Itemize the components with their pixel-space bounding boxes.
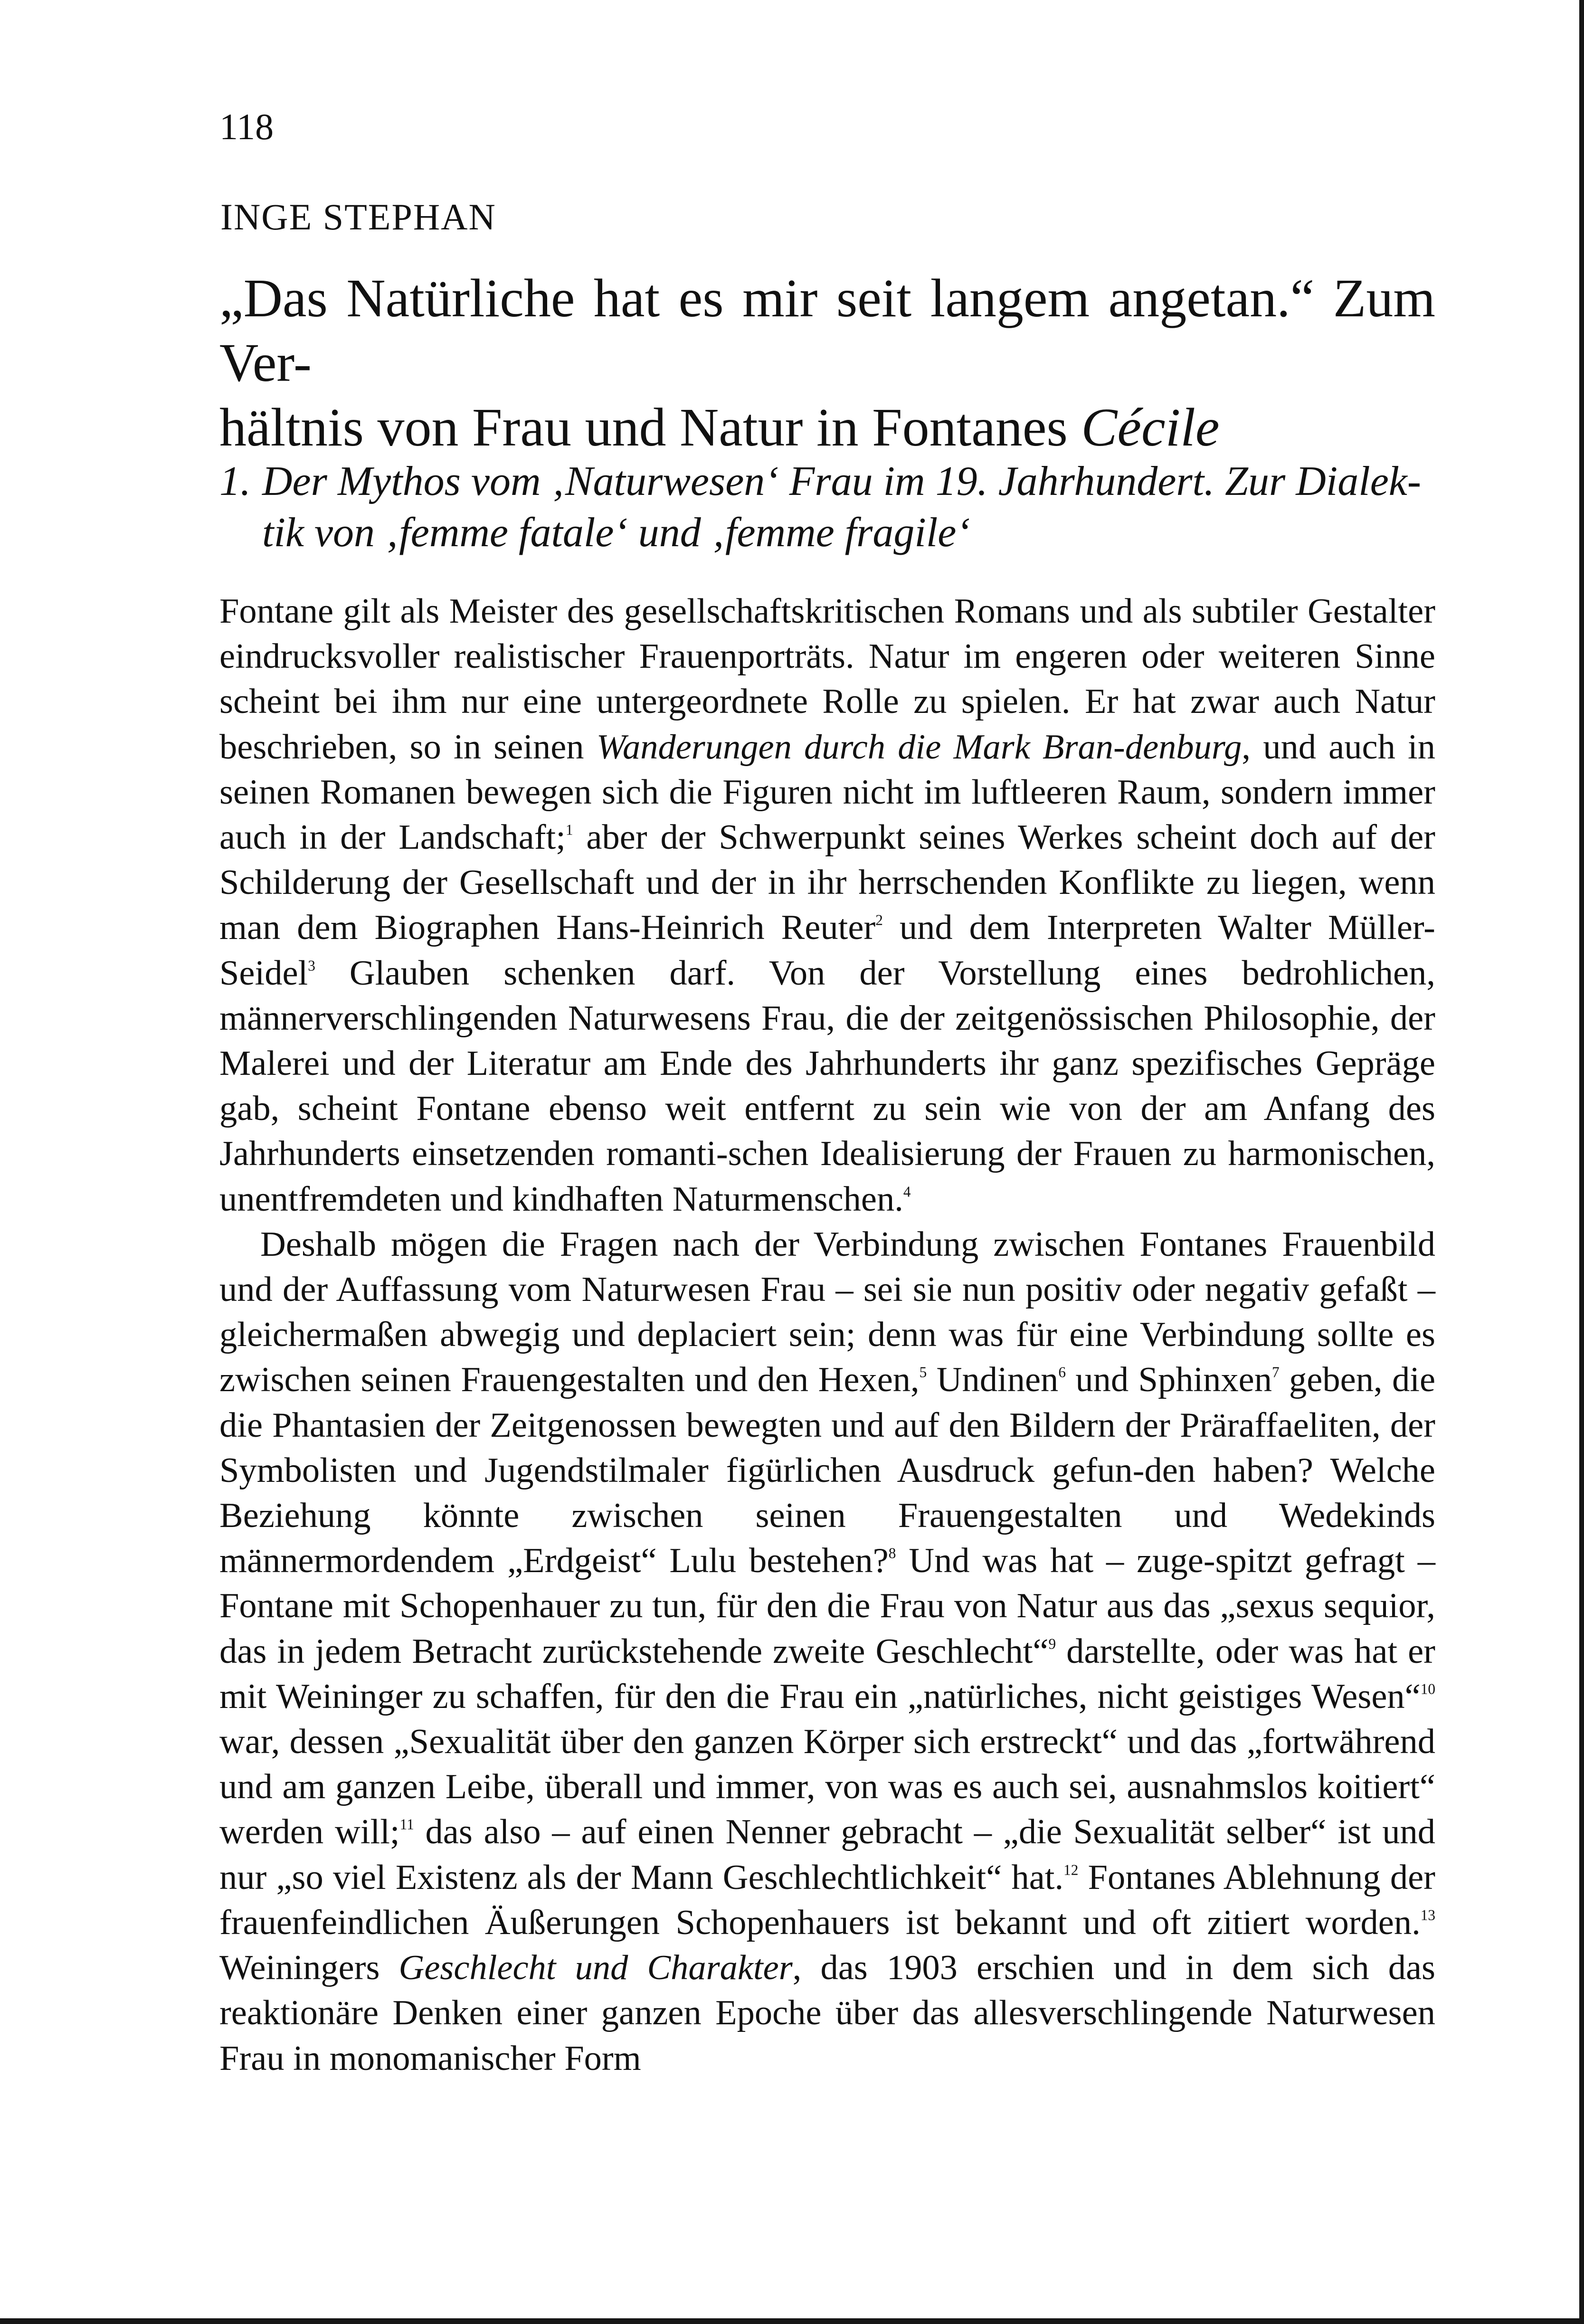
scan-edge-bottom: [0, 2318, 1584, 2324]
text-run: und Sphinxen: [1065, 1360, 1272, 1400]
text-run: darstellte, oder was hat er mit Weininger zu schaffen, für den die Frau ein „natürliches, nicht geistiges Wesen“: [219, 1632, 1435, 1716]
footnote-ref: 3: [308, 957, 315, 974]
page-number: 118: [219, 106, 274, 147]
footnote-ref: 4: [903, 1183, 911, 1200]
section-number: 1.: [219, 458, 251, 504]
text-run: geben, die die Phantasien der Zeitgenossen bewegten und auf den Bildern der Präraffaeliten, der Symbolisten und Jugendstilmaler figürlichen Ausdruck gefun-den haben? Welche Beziehung könnte zwischen seinen Frauengestalten und Wedekinds männermordendem „Erdgeist“ Lulu bestehen?: [219, 1360, 1436, 1581]
title-line-1: „Das Natürliche hat es mir seit langem angetan.“ Zum Ver-: [219, 268, 1435, 393]
text-run: Undinen: [927, 1360, 1059, 1400]
footnote-ref: 2: [875, 911, 883, 929]
title-work-italic: Cécile: [1081, 397, 1220, 457]
body-text: [219, 589, 1435, 2081]
text-run: das also – auf einen Nenner gebracht – „die Sexualität selber“ ist und nur „so viel Existenz als der Mann Geschlechtlichkeit“ hat.: [219, 1812, 1435, 1897]
scan-edge-right: [1579, 0, 1584, 2324]
paragraph-1: [219, 589, 1435, 1222]
text-run: Deshalb mögen die Fragen nach der Verbindung zwischen Fontanes Frauenbild und der Auffassung vom Naturwesen Frau – sei sie nun positiv oder negativ gefaßt – gleichermaßen abwegig und deplaciert sein; denn was für eine Verbindung sollte es zwischen seinen Frauengestalten und den Hexen,: [219, 1224, 1435, 1400]
footnote-ref: 11: [399, 1816, 414, 1833]
text-run: und dem Interpreten Walter Müller-Seidel: [219, 908, 1435, 993]
text-run: Und was hat – zuge-spitzt gefragt – Fontane mit Schopenhauer zu tun, für den die Frau von Natur aus das „sexus sequior, das in jedem Betracht zurückstehende zweite Geschlecht“: [219, 1541, 1435, 1671]
text-run: war, dessen „Sexualität über den ganzen Körper sich erstreckt“ und das „fortwährend und am ganzen Leibe, überall und immer, von was es auch sei, ausnahmslos koitiert“ werden will;: [219, 1722, 1435, 1852]
text-run: Fontane gilt als Meister des gesellschaftskritischen Romans und als subtiler Gestalter eindrucksvoller realistischer Frauenporträts. Natur im engeren oder weiteren Sinne scheint bei ihm nur eine untergeordnete Rolle zu spielen. Er hat zwar auch Natur beschrieben, so in seinen: [219, 592, 1435, 767]
italic-work-title: Wanderungen durch die Mark Bran-denburg: [596, 727, 1242, 767]
text-run: Weiningers: [219, 1948, 399, 1988]
italic-work-title: Geschlecht und Charakter: [398, 1948, 793, 1988]
footnote-ref: 6: [1058, 1364, 1066, 1381]
section-heading-line-2: tik von ‚femme fatale‘ und ‚femme fragile‘: [262, 510, 970, 556]
article-title: [219, 266, 1435, 460]
footnote-ref: 5: [919, 1364, 927, 1381]
footnote-ref: 12: [1063, 1861, 1079, 1878]
footnote-ref: 7: [1272, 1364, 1280, 1381]
text-run: , und auch in seinen Romanen bewegen sich die Figuren nicht im luftleeren Raum, sondern immer auch in der Landschaft;: [219, 727, 1435, 857]
footnote-ref: 10: [1420, 1680, 1435, 1698]
text-run: , das 1903 erschien und in dem sich das reaktionäre Denken einer ganzen Epoche über das allesverschlingende Naturwesen Frau in monomanischer Form: [219, 1948, 1436, 2078]
text-run: aber der Schwerpunkt seines Werkes scheint doch auf der Schilderung der Gesellschaft und der in ihr herrschenden Konflikte zu liegen, wenn man dem Biographen Hans-Heinrich Reuter: [219, 818, 1435, 948]
footnote-ref: 9: [1048, 1635, 1056, 1652]
paragraph-2: [219, 1222, 1435, 2081]
footnote-ref: 1: [565, 821, 573, 838]
footnote-ref: 13: [1420, 1907, 1435, 1924]
footnote-ref: 8: [888, 1545, 896, 1562]
text-run: Fontanes Ablehnung der frauenfeindlichen Äußerungen Schopenhauers ist bekannt und oft zitiert worden.: [219, 1858, 1435, 1942]
section-heading-line-1: Der Mythos vom ‚Naturwesen‘ Frau im 19. Jahrhundert. Zur Dialek-: [262, 458, 1422, 504]
text-run: Glauben schenken darf. Von der Vorstellung eines bedrohlichen, männerverschlingenden Naturwesens Frau, die der zeitgenössischen Philosophie, der Malerei und der Literatur am Ende des Jahrhunderts ihr ganz spezifisches Gepräge gab, scheint Fontane ebenso weit entfernt zu sein wie von der am Anfang des Jahrhunderts einsetzenden romanti-schen Idealisierung der Frauen zu harmonischen, unentfremdeten und kindhaften Naturmenschen.: [219, 953, 1435, 1219]
author-name: INGE STEPHAN: [220, 196, 496, 237]
title-line-2: hältnis von Frau und Natur in Fontanes: [219, 397, 1081, 457]
section-heading: [219, 456, 1440, 559]
